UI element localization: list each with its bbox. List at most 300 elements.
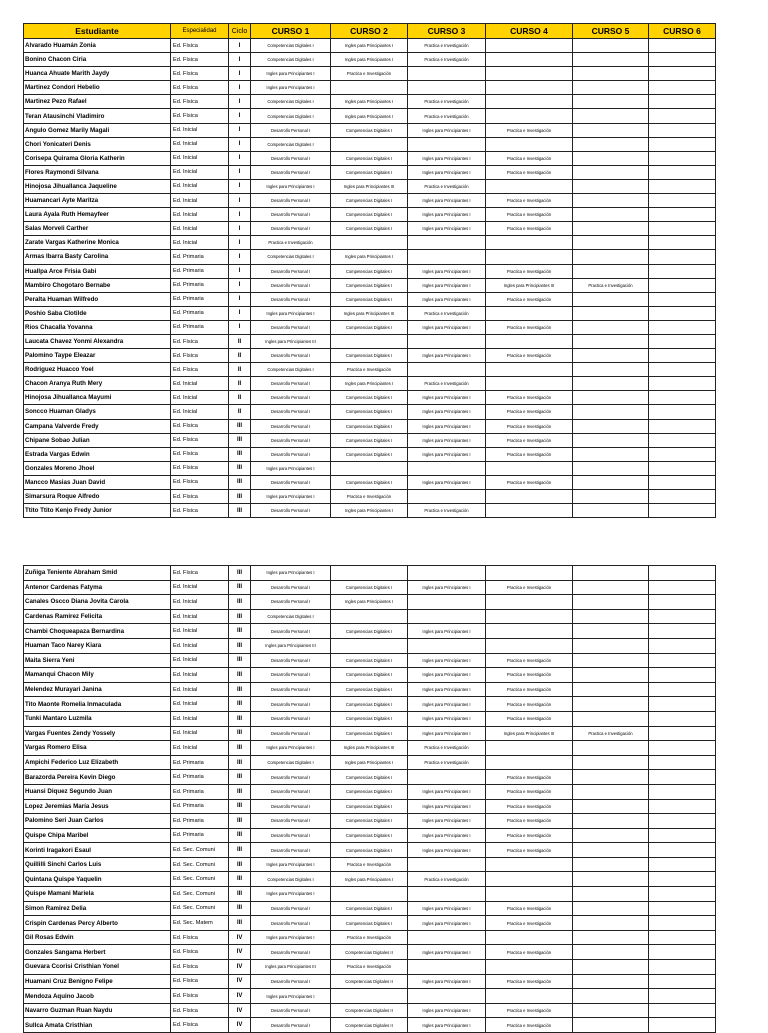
specialty-cell: Ed. Inicial xyxy=(171,405,229,419)
table-row xyxy=(24,349,716,363)
cycle-cell: I xyxy=(229,81,251,95)
specialty-cell: Ed. Física xyxy=(171,566,229,581)
table-body-1 xyxy=(24,39,716,518)
course-2-cell: Competencias Digitales I xyxy=(331,475,408,489)
cycle-cell: IV xyxy=(229,1003,251,1018)
course-1-cell: Competencias Digitales I xyxy=(251,95,331,109)
cycle-cell: IV xyxy=(229,989,251,1004)
course-3-cell: Practica e Investigación xyxy=(408,755,486,770)
course-3-cell: Ingles para Principiantes I xyxy=(408,814,486,829)
course-4-cell: Practica e Investigación xyxy=(486,419,573,433)
course-4-cell xyxy=(486,363,573,377)
course-4-cell: Practica e Investigación xyxy=(486,151,573,165)
course-4-cell xyxy=(486,179,573,193)
course-5-cell xyxy=(573,137,649,151)
specialty-cell: Ed. Física xyxy=(171,461,229,475)
specialty-cell: Ed. Física xyxy=(171,989,229,1004)
course-1-cell: Desarrollo Personal I xyxy=(251,770,331,785)
specialty-cell: Ed. Sec. Comuni xyxy=(171,843,229,858)
course-2-cell: Competencias Digitales I xyxy=(331,668,408,683)
table-row xyxy=(24,334,716,348)
course-4-cell xyxy=(486,53,573,67)
course-3-cell xyxy=(408,236,486,250)
table-row xyxy=(24,109,716,123)
course-1-cell: Desarrollo Personal I xyxy=(251,843,331,858)
course-1-cell: Ingles para Principiantes I xyxy=(251,989,331,1004)
table-row xyxy=(24,668,716,683)
cycle-cell: III xyxy=(229,638,251,653)
course-3-cell: Ingles para Principiantes I xyxy=(408,945,486,960)
course-2-cell: Competencias Digitales I xyxy=(331,624,408,639)
course-6-cell xyxy=(649,278,716,292)
cycle-cell: III xyxy=(229,595,251,610)
course-6-cell xyxy=(649,250,716,264)
course-3-cell: Ingles para Principiantes I xyxy=(408,1003,486,1018)
course-3-cell xyxy=(408,857,486,872)
course-3-cell: Ingles para Principiantes I xyxy=(408,901,486,916)
col-header-ciclo: Ciclo xyxy=(229,24,251,39)
course-6-cell xyxy=(649,974,716,989)
course-1-cell: Competencias Digitales I xyxy=(251,363,331,377)
table-row xyxy=(24,278,716,292)
course-6-cell xyxy=(649,887,716,902)
cycle-cell: III xyxy=(229,741,251,756)
course-3-cell xyxy=(408,334,486,348)
course-5-cell xyxy=(573,799,649,814)
course-3-cell: Practica e Investigación xyxy=(408,306,486,320)
course-6-cell xyxy=(649,292,716,306)
course-5-cell xyxy=(573,755,649,770)
course-5-cell xyxy=(573,264,649,278)
table-row xyxy=(24,609,716,624)
course-6-cell xyxy=(649,391,716,405)
course-6-cell xyxy=(649,872,716,887)
course-6-cell xyxy=(649,595,716,610)
student-name-cell: Ttito Ttito Kenjo Fredy Junior xyxy=(24,504,171,518)
course-1-cell: Desarrollo Personal I xyxy=(251,377,331,391)
course-4-cell: Practica e Investigación xyxy=(486,320,573,334)
course-4-cell: Practica e Investigación xyxy=(486,165,573,179)
course-3-cell: Ingles para Principiantes I xyxy=(408,165,486,179)
course-1-cell: Desarrollo Personal I xyxy=(251,419,331,433)
table-row xyxy=(24,264,716,278)
student-name-cell: Tunki Mantaro Luzmila xyxy=(24,711,171,726)
course-3-cell: Practica e Investigación xyxy=(408,504,486,518)
cycle-cell: III xyxy=(229,784,251,799)
specialty-cell: Ed. Inicial xyxy=(171,123,229,137)
course-6-cell xyxy=(649,461,716,475)
course-2-cell: Competencias Digitales I xyxy=(331,165,408,179)
course-6-cell xyxy=(649,945,716,960)
student-table-1 xyxy=(23,23,716,518)
course-5-cell xyxy=(573,668,649,683)
course-1-cell: Desarrollo Personal I xyxy=(251,711,331,726)
course-1-cell: Desarrollo Personal I xyxy=(251,405,331,419)
course-2-cell: Competencias Digitales I xyxy=(331,580,408,595)
cycle-cell: I xyxy=(229,264,251,278)
table-body-2 xyxy=(24,566,716,1033)
course-2-cell: Competencias Digitales I xyxy=(331,697,408,712)
course-2-cell: Ingles para Principiantes I xyxy=(331,872,408,887)
course-6-cell xyxy=(649,405,716,419)
course-3-cell: Practica e Investigación xyxy=(408,39,486,53)
course-4-cell xyxy=(486,461,573,475)
specialty-cell: Ed. Primaria xyxy=(171,784,229,799)
table-row xyxy=(24,974,716,989)
course-4-cell: Practica e Investigación xyxy=(486,916,573,931)
cycle-cell: I xyxy=(229,208,251,222)
course-5-cell xyxy=(573,887,649,902)
student-name-cell: Ampichi Federico Luz Elizabeth xyxy=(24,755,171,770)
course-3-cell: Ingles para Principiantes I xyxy=(408,208,486,222)
course-6-cell xyxy=(649,580,716,595)
course-1-cell: Ingles para Principiantes I xyxy=(251,930,331,945)
table-row xyxy=(24,320,716,334)
specialty-cell: Ed. Inicial xyxy=(171,595,229,610)
student-name-cell: Cardenas Ramirez Felicita xyxy=(24,609,171,624)
course-3-cell: Ingles para Principiantes I xyxy=(408,320,486,334)
student-name-cell: Flores Raymondi Silvana xyxy=(24,165,171,179)
table-row xyxy=(24,872,716,887)
course-6-cell xyxy=(649,668,716,683)
course-6-cell xyxy=(649,609,716,624)
course-2-cell: Ingles para Principiantes I xyxy=(331,250,408,264)
course-3-cell: Ingles para Principiantes I xyxy=(408,711,486,726)
cycle-cell: III xyxy=(229,682,251,697)
course-5-cell xyxy=(573,843,649,858)
student-name-cell: Huamancari Ayte Maritza xyxy=(24,194,171,208)
cycle-cell: II xyxy=(229,363,251,377)
course-6-cell xyxy=(649,475,716,489)
course-4-cell xyxy=(486,250,573,264)
course-6-cell xyxy=(649,236,716,250)
course-3-cell xyxy=(408,461,486,475)
course-6-cell xyxy=(649,741,716,756)
course-3-cell: Ingles para Principiantes I xyxy=(408,828,486,843)
cycle-cell: I xyxy=(229,278,251,292)
table-row xyxy=(24,165,716,179)
table-row xyxy=(24,653,716,668)
course-1-cell: Ingles para Principiantes I xyxy=(251,179,331,193)
student-name-cell: Gonzales Sangama Herbert xyxy=(24,945,171,960)
specialty-cell: Ed. Física xyxy=(171,1003,229,1018)
course-3-cell: Ingles para Principiantes I xyxy=(408,668,486,683)
specialty-cell: Ed. Física xyxy=(171,67,229,81)
course-4-cell xyxy=(486,306,573,320)
cycle-cell: III xyxy=(229,770,251,785)
course-3-cell: Ingles para Principiantes I xyxy=(408,726,486,741)
course-6-cell xyxy=(649,179,716,193)
specialty-cell: Ed. Física xyxy=(171,95,229,109)
course-3-cell: Ingles para Principiantes I xyxy=(408,292,486,306)
course-6-cell xyxy=(649,1018,716,1033)
specialty-cell: Ed. Física xyxy=(171,81,229,95)
course-5-cell xyxy=(573,638,649,653)
course-6-cell xyxy=(649,857,716,872)
specialty-cell: Ed. Física xyxy=(171,447,229,461)
course-4-cell xyxy=(486,95,573,109)
course-3-cell xyxy=(408,490,486,504)
course-4-cell xyxy=(486,857,573,872)
course-3-cell xyxy=(408,989,486,1004)
course-4-cell xyxy=(486,609,573,624)
course-5-cell xyxy=(573,784,649,799)
specialty-cell: Ed. Inicial xyxy=(171,653,229,668)
table-row xyxy=(24,580,716,595)
course-6-cell xyxy=(649,504,716,518)
cycle-cell: I xyxy=(229,179,251,193)
specialty-cell: Ed. Física xyxy=(171,39,229,53)
table-row xyxy=(24,179,716,193)
table-row xyxy=(24,461,716,475)
course-2-cell: Competencias Digitales I xyxy=(331,653,408,668)
student-name-cell: Canales Oscco Diana Jovita Carola xyxy=(24,595,171,610)
table-row xyxy=(24,306,716,320)
table-row xyxy=(24,222,716,236)
course-1-cell: Ingles para Principiantes I xyxy=(251,857,331,872)
specialty-cell: Ed. Física xyxy=(171,490,229,504)
course-4-cell xyxy=(486,989,573,1004)
cycle-cell: III xyxy=(229,447,251,461)
course-3-cell xyxy=(408,595,486,610)
student-name-cell: Lopez Jeremias María Jesus xyxy=(24,799,171,814)
course-3-cell xyxy=(408,81,486,95)
table-row xyxy=(24,726,716,741)
cycle-cell: III xyxy=(229,653,251,668)
course-2-cell xyxy=(331,461,408,475)
table-row xyxy=(24,292,716,306)
course-6-cell xyxy=(649,697,716,712)
course-4-cell: Ingles para Principiantes III xyxy=(486,726,573,741)
course-6-cell xyxy=(649,711,716,726)
course-6-cell xyxy=(649,433,716,447)
cycle-cell: III xyxy=(229,668,251,683)
student-name-cell: Sullca Amata Cristhian xyxy=(24,1018,171,1033)
course-2-cell: Competencias Digitales I xyxy=(331,264,408,278)
table-row xyxy=(24,405,716,419)
cycle-cell: III xyxy=(229,901,251,916)
specialty-cell: Ed. Inicial xyxy=(171,151,229,165)
course-5-cell xyxy=(573,461,649,475)
table-row xyxy=(24,595,716,610)
course-6-cell xyxy=(649,349,716,363)
col-header-curso-2: CURSO 2 xyxy=(331,24,408,39)
specialty-cell: Ed. Sec. Comuni xyxy=(171,887,229,902)
cycle-cell: I xyxy=(229,165,251,179)
course-6-cell xyxy=(649,682,716,697)
course-5-cell xyxy=(573,250,649,264)
cycle-cell: III xyxy=(229,461,251,475)
course-5-cell xyxy=(573,1018,649,1033)
specialty-cell: Ed. Primaria xyxy=(171,278,229,292)
course-3-cell xyxy=(408,566,486,581)
specialty-cell: Ed. Física xyxy=(171,363,229,377)
course-5-cell xyxy=(573,475,649,489)
cycle-cell: II xyxy=(229,349,251,363)
course-6-cell xyxy=(649,770,716,785)
student-name-cell: Mamanqui Chacon Mily xyxy=(24,668,171,683)
course-1-cell: Desarrollo Personal I xyxy=(251,668,331,683)
course-1-cell: Desarrollo Personal I xyxy=(251,784,331,799)
course-1-cell: Desarrollo Personal I xyxy=(251,504,331,518)
course-3-cell xyxy=(408,930,486,945)
course-5-cell xyxy=(573,872,649,887)
student-name-cell: Martinez Condori Hebelio xyxy=(24,81,171,95)
specialty-cell: Ed. Primaria xyxy=(171,292,229,306)
course-6-cell xyxy=(649,930,716,945)
course-2-cell: Ingles para Principiantes III xyxy=(331,741,408,756)
specialty-cell: Ed. Física xyxy=(171,504,229,518)
course-4-cell: Practica e Investigación xyxy=(486,784,573,799)
cycle-cell: III xyxy=(229,490,251,504)
course-6-cell xyxy=(649,53,716,67)
course-1-cell: Competencias Digitales I xyxy=(251,872,331,887)
student-name-cell: Simon Ramirez Delia xyxy=(24,901,171,916)
course-3-cell: Ingles para Principiantes I xyxy=(408,974,486,989)
course-4-cell xyxy=(486,960,573,975)
course-5-cell xyxy=(573,974,649,989)
course-4-cell: Practica e Investigación xyxy=(486,974,573,989)
course-4-cell xyxy=(486,755,573,770)
course-3-cell: Practica e Investigación xyxy=(408,95,486,109)
course-1-cell: Ingles para Principiantes I xyxy=(251,461,331,475)
table-row xyxy=(24,638,716,653)
table-row xyxy=(24,697,716,712)
table-row xyxy=(24,711,716,726)
course-5-cell xyxy=(573,697,649,712)
col-header-estudiante: Estudiante xyxy=(24,24,171,39)
course-1-cell: Desarrollo Personal I xyxy=(251,447,331,461)
course-3-cell: Ingles para Principiantes I xyxy=(408,433,486,447)
student-table-2 xyxy=(23,565,716,1033)
course-2-cell: Practica e Investigación xyxy=(331,960,408,975)
cycle-cell: I xyxy=(229,67,251,81)
specialty-cell: Ed. Sec. Comuni xyxy=(171,872,229,887)
course-3-cell xyxy=(408,609,486,624)
course-1-cell: Desarrollo Personal I xyxy=(251,151,331,165)
course-4-cell xyxy=(486,236,573,250)
student-name-cell: Chacon Aranya Ruth Mery xyxy=(24,377,171,391)
course-4-cell: Practica e Investigación xyxy=(486,1003,573,1018)
cycle-cell: III xyxy=(229,726,251,741)
student-name-cell: Maita Sierra Yeni xyxy=(24,653,171,668)
course-3-cell: Ingles para Principiantes I xyxy=(408,799,486,814)
specialty-cell: Ed. Sec. Comuni xyxy=(171,901,229,916)
course-2-cell: Competencias Digitales I xyxy=(331,726,408,741)
student-name-cell: Estrada Vargas Edwin xyxy=(24,447,171,461)
course-5-cell xyxy=(573,165,649,179)
course-2-cell: Competencias Digitales I xyxy=(331,433,408,447)
course-1-cell: Ingles para Principiantes III xyxy=(251,960,331,975)
specialty-cell: Ed. Inicial xyxy=(171,638,229,653)
course-4-cell xyxy=(486,81,573,95)
course-6-cell xyxy=(649,194,716,208)
cycle-cell: III xyxy=(229,828,251,843)
cycle-cell: IV xyxy=(229,1018,251,1033)
specialty-cell: Ed. Primaria xyxy=(171,264,229,278)
table-row xyxy=(24,741,716,756)
student-name-cell: Peralta Huaman Wilfredo xyxy=(24,292,171,306)
course-3-cell: Practica e Investigación xyxy=(408,377,486,391)
course-5-cell xyxy=(573,770,649,785)
student-name-cell: Poshio Saba Clotilde xyxy=(24,306,171,320)
course-3-cell xyxy=(408,137,486,151)
course-3-cell: Ingles para Principiantes I xyxy=(408,682,486,697)
cycle-cell: II xyxy=(229,334,251,348)
table-row xyxy=(24,930,716,945)
course-4-cell: Practica e Investigación xyxy=(486,945,573,960)
student-name-cell: Antenor Cardenas Fatyma xyxy=(24,580,171,595)
course-5-cell xyxy=(573,109,649,123)
course-2-cell xyxy=(331,989,408,1004)
course-6-cell xyxy=(649,566,716,581)
course-4-cell: Practica e Investigación xyxy=(486,264,573,278)
course-3-cell: Ingles para Principiantes I xyxy=(408,264,486,278)
course-3-cell: Ingles para Principiantes I xyxy=(408,580,486,595)
course-6-cell xyxy=(649,137,716,151)
specialty-cell: Ed. Física xyxy=(171,1018,229,1033)
specialty-cell: Ed. Inicial xyxy=(171,668,229,683)
table-row xyxy=(24,1018,716,1033)
course-6-cell xyxy=(649,151,716,165)
course-2-cell xyxy=(331,566,408,581)
specialty-cell: Ed. Física xyxy=(171,109,229,123)
course-1-cell: Ingles para Principiantes I xyxy=(251,67,331,81)
col-header-curso-3: CURSO 3 xyxy=(408,24,486,39)
student-name-cell: Rodriguez Huacco Yoel xyxy=(24,363,171,377)
course-5-cell xyxy=(573,945,649,960)
course-4-cell: Practica e Investigación xyxy=(486,901,573,916)
course-1-cell: Desarrollo Personal I xyxy=(251,165,331,179)
student-name-cell: Armas Ibarra Basty Carolina xyxy=(24,250,171,264)
specialty-cell: Ed. Inicial xyxy=(171,377,229,391)
table-row xyxy=(24,843,716,858)
cycle-cell: III xyxy=(229,755,251,770)
course-4-cell xyxy=(486,109,573,123)
course-5-cell xyxy=(573,81,649,95)
course-3-cell: Ingles para Principiantes I xyxy=(408,1018,486,1033)
course-3-cell xyxy=(408,887,486,902)
specialty-cell: Ed. Física xyxy=(171,475,229,489)
course-1-cell: Desarrollo Personal I xyxy=(251,697,331,712)
course-1-cell: Desarrollo Personal I xyxy=(251,828,331,843)
course-4-cell: Practica e Investigación xyxy=(486,668,573,683)
col-header-curso-4: CURSO 4 xyxy=(486,24,573,39)
col-header-curso-5: CURSO 5 xyxy=(573,24,649,39)
course-1-cell: Ingles para Principiantes I xyxy=(251,741,331,756)
course-1-cell: Competencias Digitales I xyxy=(251,137,331,151)
course-5-cell xyxy=(573,930,649,945)
course-3-cell: Ingles para Principiantes I xyxy=(408,447,486,461)
course-5-cell xyxy=(573,916,649,931)
student-name-cell: Alvarado Huamán Zonia xyxy=(24,39,171,53)
student-name-cell: Huallpa Arce Frisia Gabi xyxy=(24,264,171,278)
table-row xyxy=(24,960,716,975)
cycle-cell: I xyxy=(229,109,251,123)
table-row xyxy=(24,945,716,960)
course-4-cell: Practica e Investigación xyxy=(486,292,573,306)
course-6-cell xyxy=(649,377,716,391)
course-5-cell xyxy=(573,901,649,916)
course-5-cell xyxy=(573,405,649,419)
course-2-cell: Practica e Investigación xyxy=(331,930,408,945)
course-6-cell xyxy=(649,81,716,95)
course-2-cell: Ingles para Principiantes I xyxy=(331,95,408,109)
course-5-cell xyxy=(573,95,649,109)
course-1-cell: Desarrollo Personal I xyxy=(251,1018,331,1033)
student-name-cell: Zarate Vargas Katherine Monica xyxy=(24,236,171,250)
course-3-cell: Ingles para Principiantes I xyxy=(408,916,486,931)
